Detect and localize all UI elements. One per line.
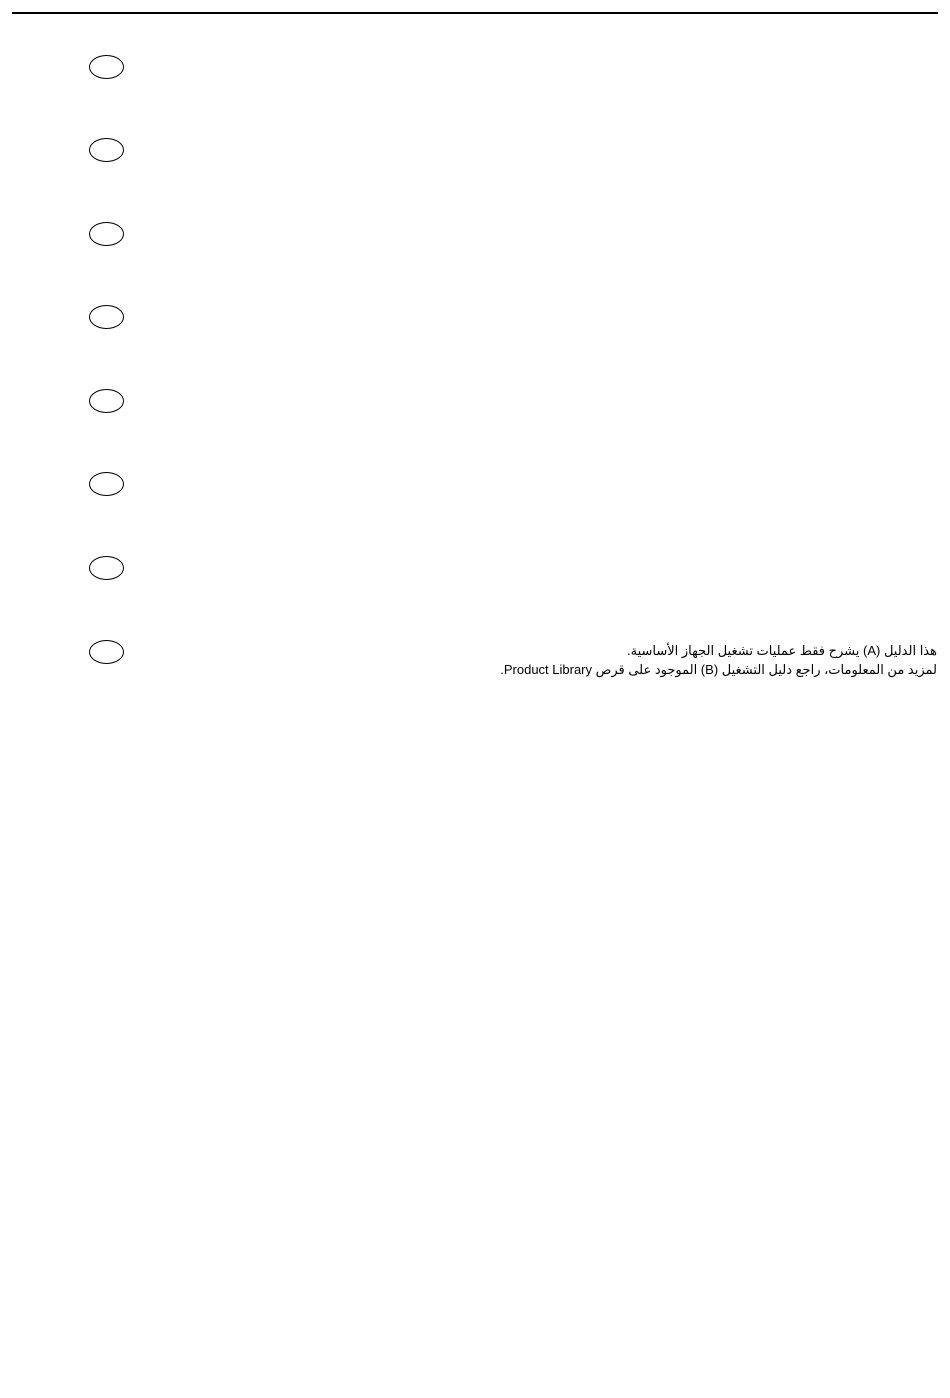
- language-marker-3: [89, 222, 124, 246]
- language-marker-1: [89, 55, 124, 79]
- language-marker-2: [89, 138, 124, 162]
- top-divider: [12, 12, 938, 14]
- language-marker-7: [89, 556, 124, 580]
- language-marker-5: [89, 389, 124, 413]
- language-marker-4: [89, 305, 124, 329]
- note-line-1: هذا الدليل (A) يشرح فقط عمليات تشغيل الجهاز الأساسية.: [627, 643, 937, 658]
- note-line-2: لمزيد من المعلومات، راجع دليل التشغيل (B) الموجود على قرص Product Library.: [500, 662, 937, 677]
- language-marker-6: [89, 472, 124, 496]
- manual-note: [417, 641, 937, 679]
- language-marker-8: [89, 640, 124, 664]
